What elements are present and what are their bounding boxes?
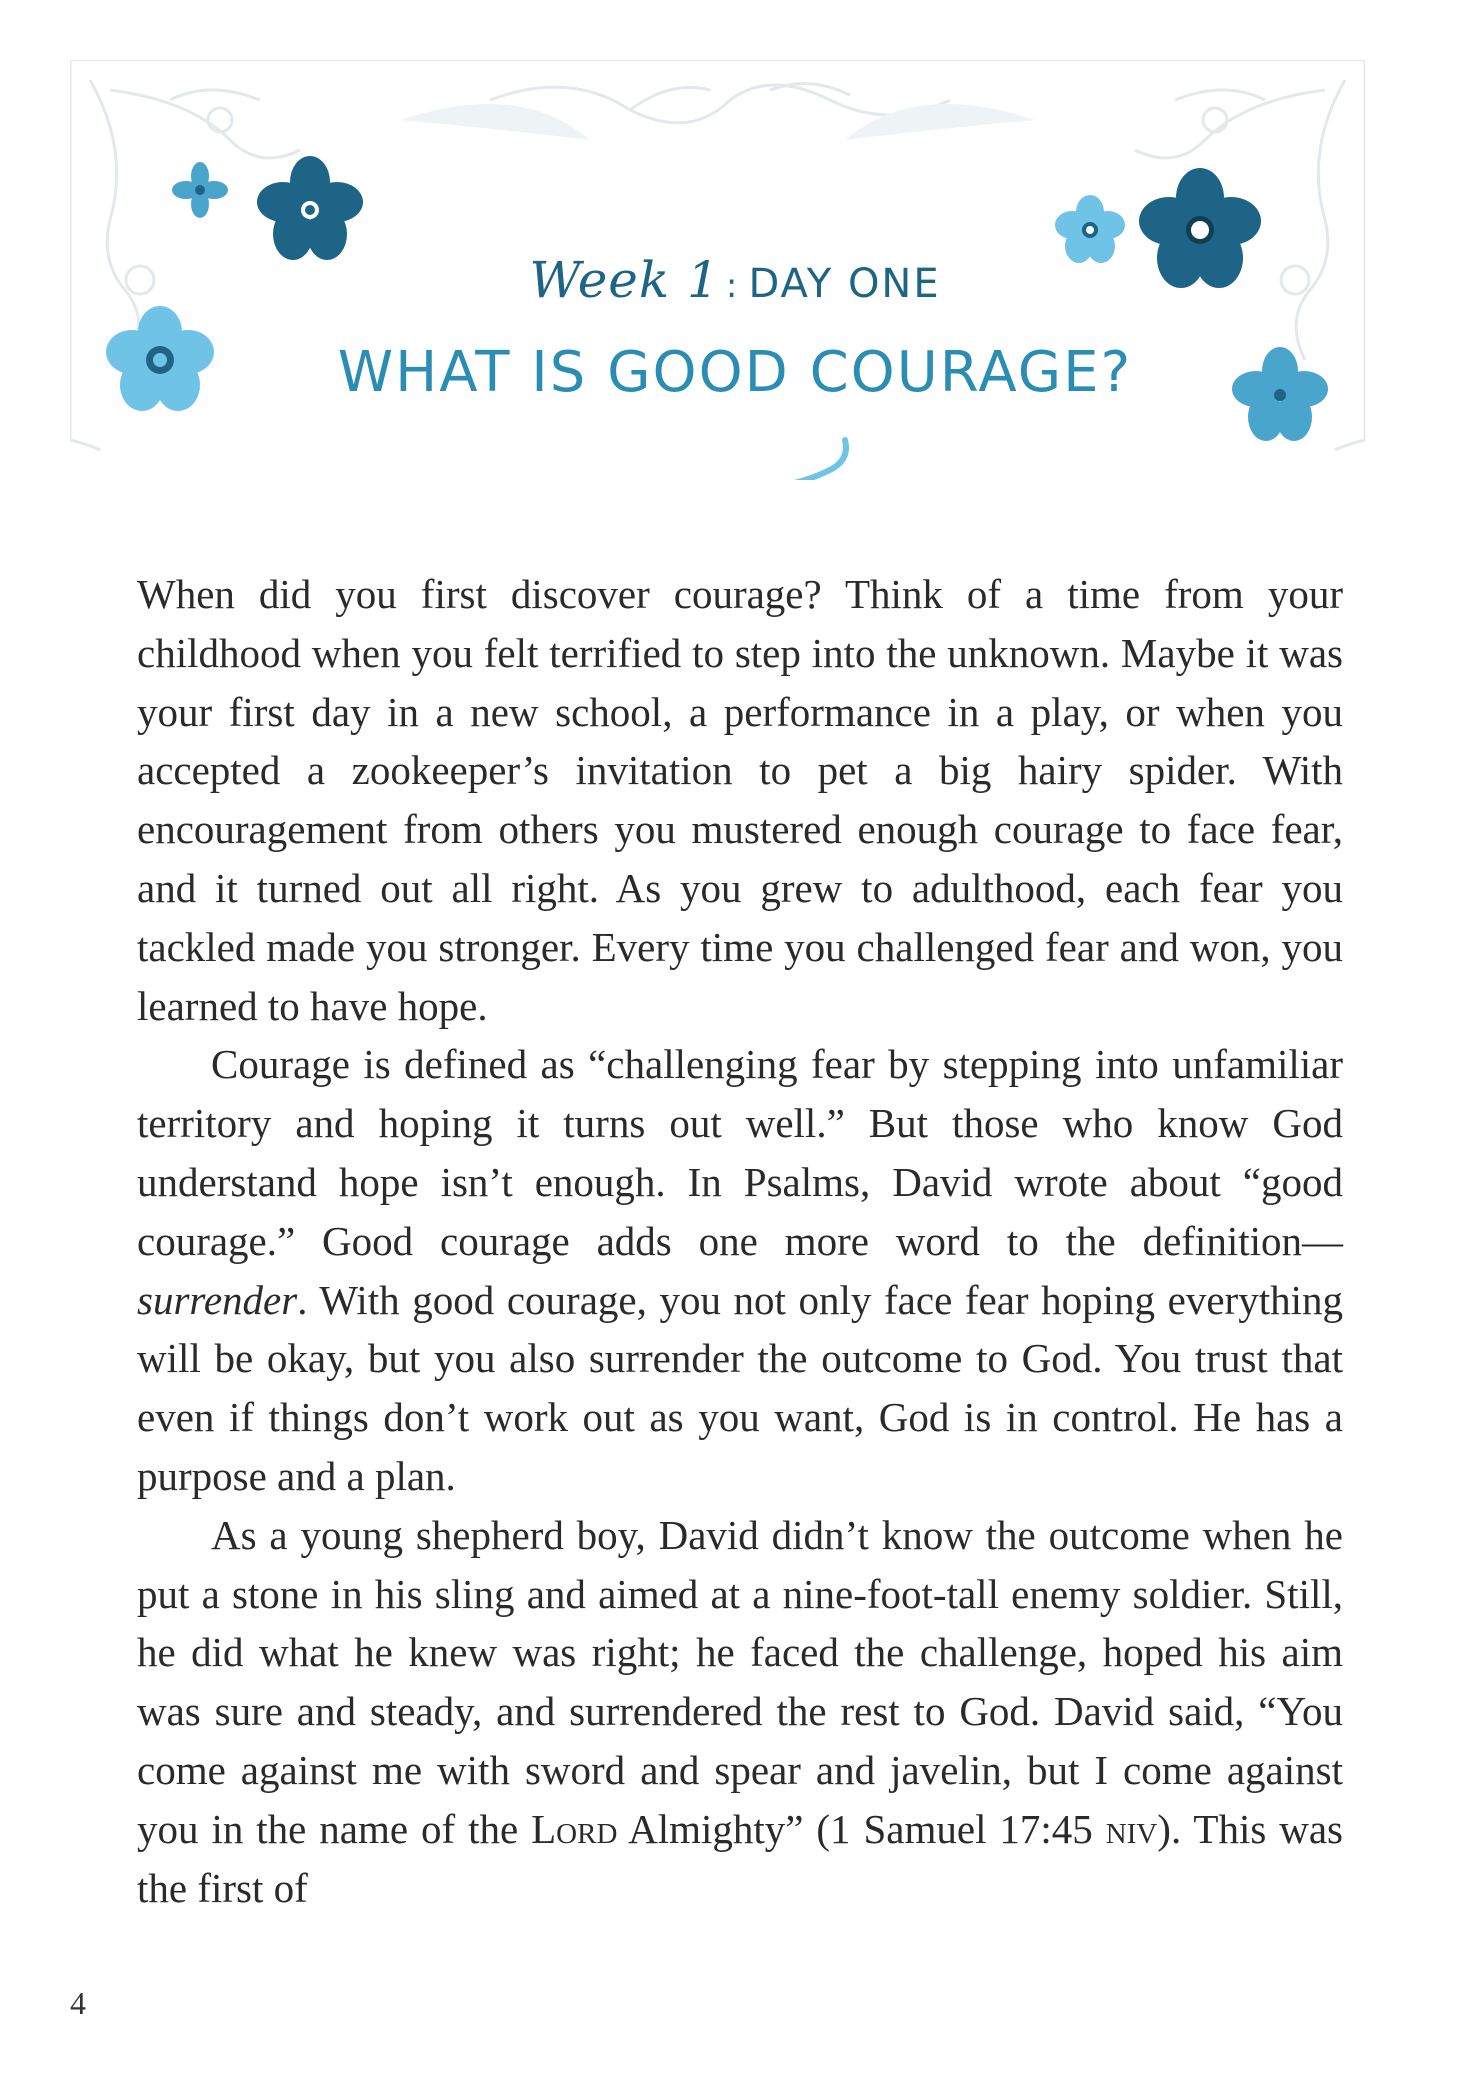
flower-icon [106, 306, 214, 411]
week-separator: : [725, 266, 738, 306]
paragraph-2-start: Courage is defined as “challenging fear by stepping into unfamiliar territory and hoping it turns out well.” But those who know God understand hope isn’t enough. In Psalms, David wrote about “good courage.” Good courage adds one more word to the definition— [137, 1041, 1343, 1264]
paragraph-1: When did you first discover courage? Think of a time from your childhood when you felt terrified to step into the unknown. Maybe it was your first day in a new school, a performance in a play, or when you accepted a zookeeper’s invitation to pet a big hairy spider. With encouragement from others you mustered enough courage to face fear, and it turned out all right. As you grew to adulthood, each fear you tackled made you stronger. Every time you challenged fear and won, you learned to have hope. [137, 571, 1343, 1029]
flower-icon [172, 162, 228, 218]
day-label: DAY ONE [748, 261, 941, 307]
paragraph-3-mid: Almighty” (1 Samuel 17:45 [617, 1805, 1106, 1852]
body-text [137, 565, 1343, 1917]
week-label: Week 1 [529, 251, 720, 309]
paragraph-2-end: . With good courage, you not only face fear hoping everything will be okay, but you also surrender the outcome to God. You trust that even if things don’t work out as you want, God is in control. He has a purpose and a plan. [137, 1276, 1343, 1499]
week-day-line [300, 240, 1170, 320]
emphasis-surrender: surrender [137, 1276, 298, 1323]
paragraph-3 [137, 1506, 1343, 1918]
paragraph-2 [137, 1035, 1343, 1505]
paragraph-3-end: ). This was the first of [137, 1805, 1343, 1911]
lord-small-caps: Lord [531, 1805, 618, 1852]
page-number: 4 [70, 1985, 86, 2021]
paragraph-3-start: As a young shepherd boy, David didn’t know the outcome when he put a stone in his sling and aimed at a nine-foot-tall enemy soldier. Still, he did what he knew was right; he faced the challenge, hoped his aim was sure and steady, and surrendered the rest to God. David said, “You come against me with sword and spear and javelin, but I come against you in the name of the [137, 1511, 1343, 1852]
chapter-heading [300, 240, 1170, 408]
niv-small-caps: niv [1105, 1805, 1158, 1852]
flower-icon [1232, 347, 1328, 441]
page-title: WHAT IS GOOD COURAGE? [337, 340, 1133, 405]
